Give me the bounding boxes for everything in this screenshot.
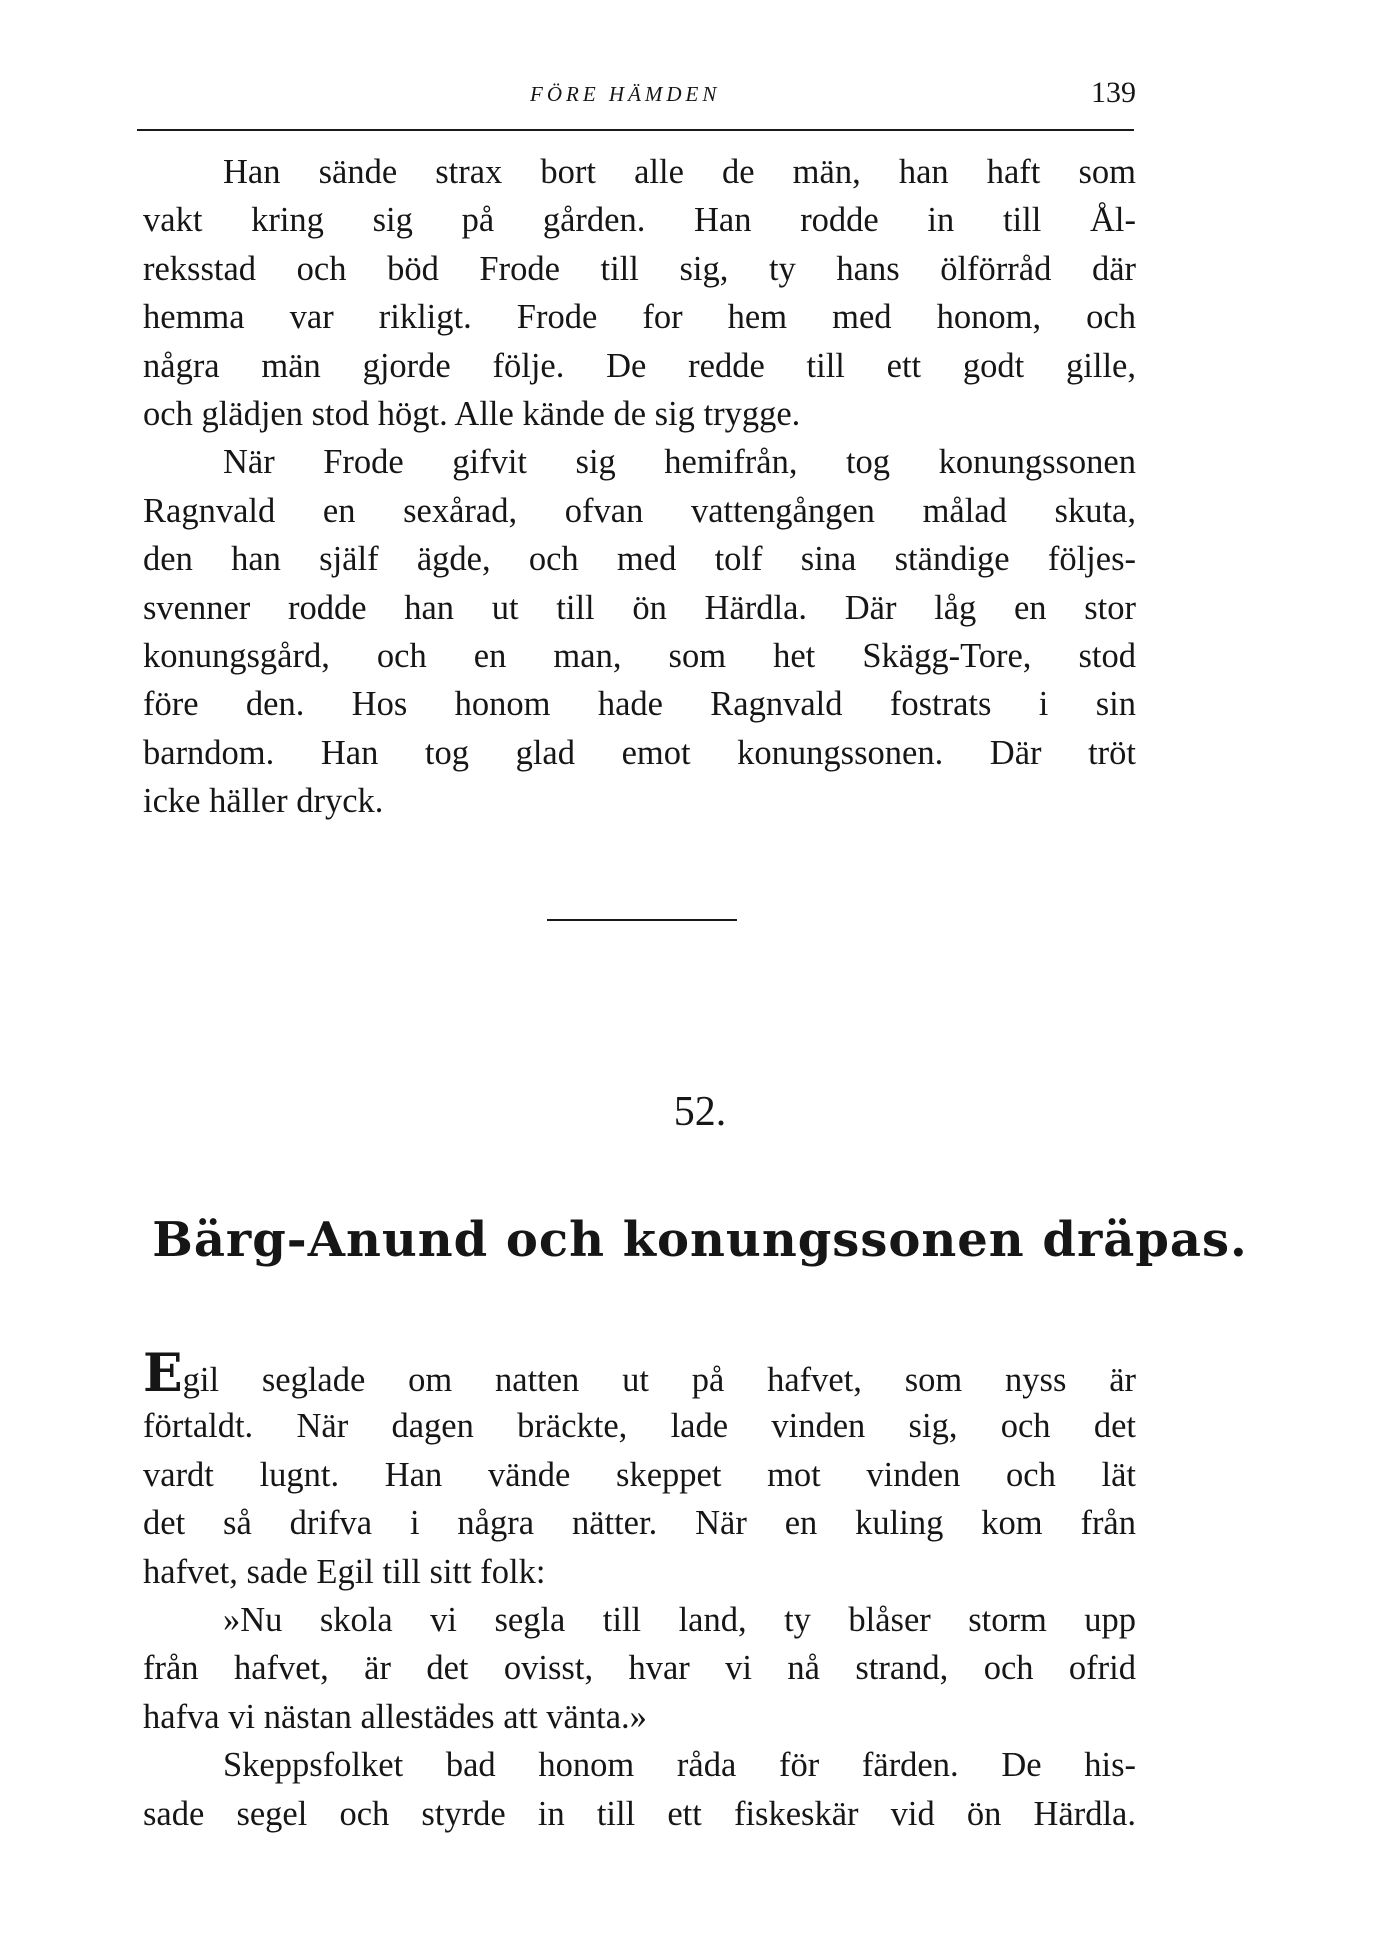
section-divider xyxy=(547,919,737,921)
text-line: den han själf ägde, och med tolf sina ständige följes- xyxy=(143,540,1136,579)
running-title: FÖRE HÄMDEN xyxy=(530,82,721,106)
header-rule xyxy=(137,129,1134,131)
text-line: och glädjen stod högt. Alle kände de sig trygge. xyxy=(143,394,801,433)
text-line: hafvet, sade Egil till sitt folk: xyxy=(143,1552,546,1591)
chapter-title: Bärg-Anund och konungssonen dräpas. xyxy=(152,1212,1248,1268)
text-line: några män gjorde följe. De redde till ett godt gille, xyxy=(143,346,1136,385)
text-line: Han sände strax bort alle de män, han haft som xyxy=(223,153,1136,191)
page-number: 139 xyxy=(1091,76,1136,109)
text-line: icke häller dryck. xyxy=(143,782,384,821)
text-line: Ragnvald en sexårad, ofvan vattengången målad skuta, xyxy=(143,491,1136,530)
text-line: barndom. Han tog glad emot konungssonen. Där tröt xyxy=(143,733,1136,772)
text-line: förtaldt. När dagen bräckte, lade vinden sig, och det xyxy=(143,1407,1136,1446)
paragraph-block-2 xyxy=(143,1343,1136,1838)
first-line-text: gil seglade om natten ut på hafvet, som nyss är xyxy=(182,1361,1136,1399)
text-line: svenner rodde han ut till ön Härdla. Där låg en stor xyxy=(143,588,1136,627)
text-line: det så drifva i några nätter. När en kuling kom från xyxy=(143,1504,1136,1543)
first-line xyxy=(143,1343,1136,1404)
text-line: sade segel och styrde in till ett fiskeskär vid ön Härdla. xyxy=(143,1794,1136,1833)
drop-cap: E xyxy=(143,1343,183,1404)
text-line: Skeppsfolket bad honom råda för färden. De his- xyxy=(223,1746,1136,1785)
text-line: »Nu skola vi segla till land, ty blåser storm upp xyxy=(223,1600,1136,1639)
paragraph-block-1 xyxy=(143,148,1136,825)
text-line: vardt lugnt. Han vände skeppet mot vinden och lät xyxy=(143,1455,1136,1494)
text-line: hafva vi nästan allestädes att vänta.» xyxy=(143,1697,647,1736)
text-line: vakt kring sig på gården. Han rodde in till Ål- xyxy=(143,201,1136,240)
text-line: från hafvet, är det ovisst, hvar vi nå strand, och ofrid xyxy=(143,1649,1136,1688)
text-line: reksstad och böd Frode till sig, ty hans ölförråd där xyxy=(143,249,1136,288)
text-line: hemma var rikligt. Frode for hem med honom, och xyxy=(143,298,1136,337)
running-head xyxy=(0,76,1400,122)
text-line: före den. Hos honom hade Ragnvald fostrats i sin xyxy=(143,685,1136,724)
text-line: konungsgård, och en man, som het Skägg-Tore, stod xyxy=(143,636,1136,675)
text-line: När Frode gifvit sig hemifrån, tog konungssonen xyxy=(223,443,1136,482)
chapter-number: 52. xyxy=(673,1089,727,1135)
